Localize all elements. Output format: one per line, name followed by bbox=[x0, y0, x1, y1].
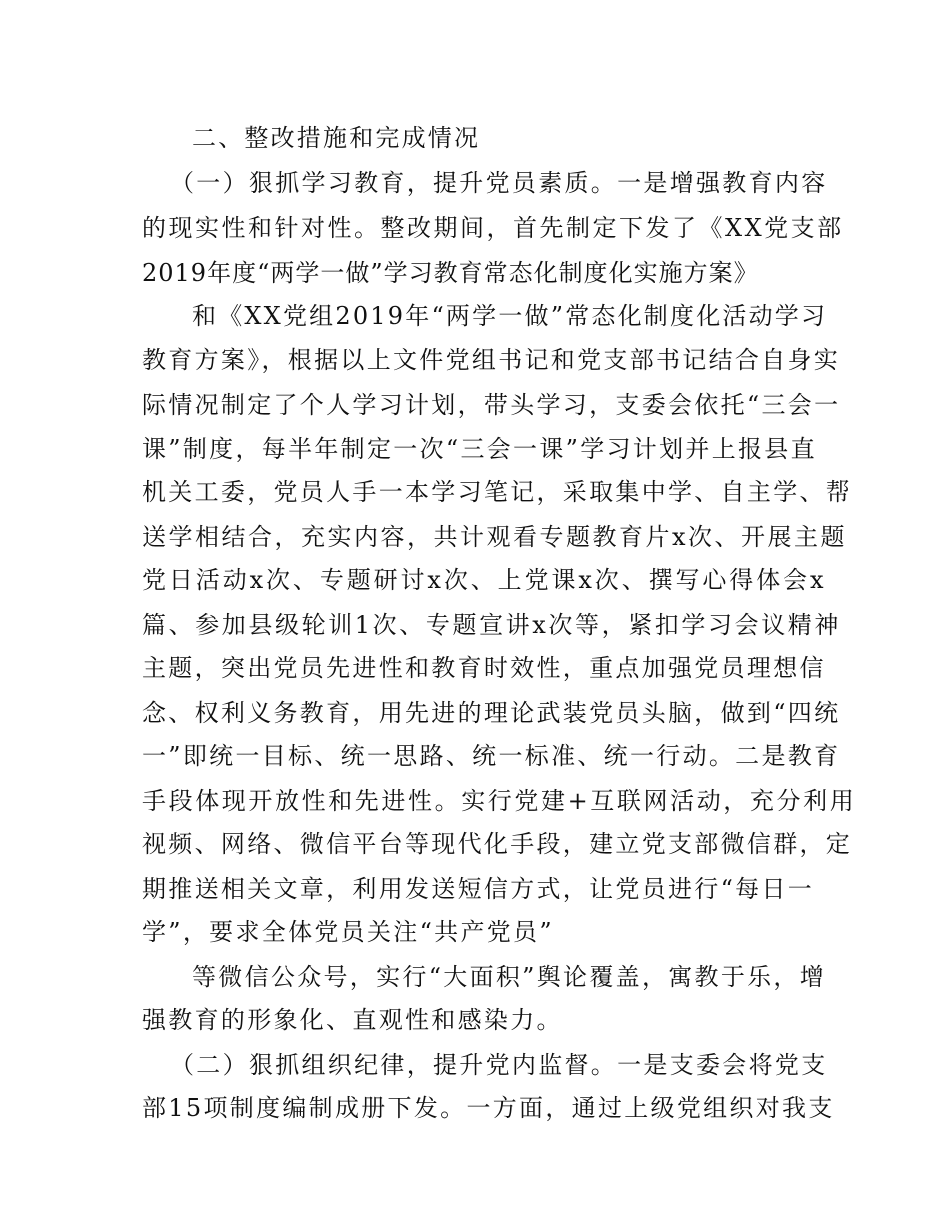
text-line: 2019年度“两学一做”学习教育常态化制度化实施方案》 bbox=[142, 259, 759, 287]
text-line: 视频、网络、微信平台等现代化手段，建立党支部微信群，定 bbox=[142, 830, 853, 858]
text-line: 际情况制定了个人学习计划，带头学习，支委会依托“三会一 bbox=[142, 391, 841, 419]
paragraph-line bbox=[0, 250, 950, 296]
text-line: 部15项制度编制成册下发。一方面，通过上级党组织对我支 bbox=[142, 1094, 835, 1122]
text-line: 送学相结合，充实内容，共计观看专题教育片x次、开展主题 bbox=[142, 523, 848, 551]
paragraph-line bbox=[0, 469, 950, 515]
paragraph-line bbox=[0, 514, 950, 560]
text-line: 手段体现开放性和先进性。实行党建+互联网活动，充分利用 bbox=[142, 787, 857, 815]
text-line: 课”制度，每半年制定一次“三会一课”学习计划并上报县直 bbox=[142, 435, 817, 463]
paragraph-line bbox=[0, 557, 950, 603]
text-line: （一）狠抓学习教育，提升党员素质。一是增强教育内容 bbox=[170, 169, 828, 197]
paragraph-line bbox=[0, 382, 950, 428]
text-line: （二）狠抓组织纪律，提升党内监督。一是支委会将党支 bbox=[170, 1051, 828, 1079]
paragraph-line bbox=[0, 997, 950, 1043]
text-line: 二、整改措施和完成情况 bbox=[192, 124, 481, 152]
text-line: 教育方案》，根据以上文件党组书记和党支部书记结合自身实 bbox=[142, 346, 841, 374]
text-line: 念、权利义务教育，用先进的理论武装党员头脑，做到“四统 bbox=[142, 699, 841, 727]
paragraph-line bbox=[0, 602, 950, 648]
text-line: 强教育的形象化、直观性和感染力。 bbox=[142, 1006, 563, 1034]
text-line: 等微信公众号，实行“大面积”舆论覆盖，寓教于乐，增 bbox=[192, 963, 827, 991]
paragraph-line bbox=[0, 205, 950, 251]
paragraph-line bbox=[0, 293, 950, 339]
paragraph-line bbox=[0, 733, 950, 779]
paragraph-line bbox=[0, 337, 950, 383]
text-line: 和《XX党组2019年“两学一做”常态化制度化活动学习 bbox=[192, 302, 828, 330]
text-line: 主题，突出党员先进性和教育时效性，重点加强党员理想信 bbox=[142, 654, 826, 682]
paragraph-line bbox=[0, 954, 950, 1000]
text-line: 机关工委，党员人手一本学习笔记，采取集中学、自主学、帮 bbox=[142, 478, 853, 506]
paragraph-line bbox=[0, 645, 950, 691]
text-line: 篇、参加县级轮训1次、专题宣讲x次等，紧扣学习会议精神 bbox=[142, 611, 842, 639]
paragraph-line bbox=[0, 821, 950, 867]
paragraph-line bbox=[0, 1085, 950, 1131]
section-heading bbox=[0, 115, 950, 161]
paragraph-line bbox=[0, 690, 950, 736]
paragraph-line bbox=[0, 160, 950, 206]
text-line: 的现实性和针对性。整改期间，首先制定下发了《XX党支部 bbox=[142, 214, 844, 242]
paragraph-line bbox=[0, 1042, 950, 1088]
paragraph-line bbox=[0, 909, 950, 955]
text-line: 学”，要求全体党员关注“共产党员” bbox=[142, 918, 554, 946]
text-line: 党日活动x次、专题研讨x次、上党课x次、撰写心得体会x bbox=[142, 566, 827, 594]
paragraph-line bbox=[0, 426, 950, 472]
text-line: 期推送相关文章，利用发送短信方式，让党员进行“每日一 bbox=[142, 875, 815, 903]
paragraph-line bbox=[0, 778, 950, 824]
paragraph-line bbox=[0, 866, 950, 912]
text-line: 一”即统一目标、统一思路、统一标准、统一行动。二是教育 bbox=[142, 742, 841, 770]
